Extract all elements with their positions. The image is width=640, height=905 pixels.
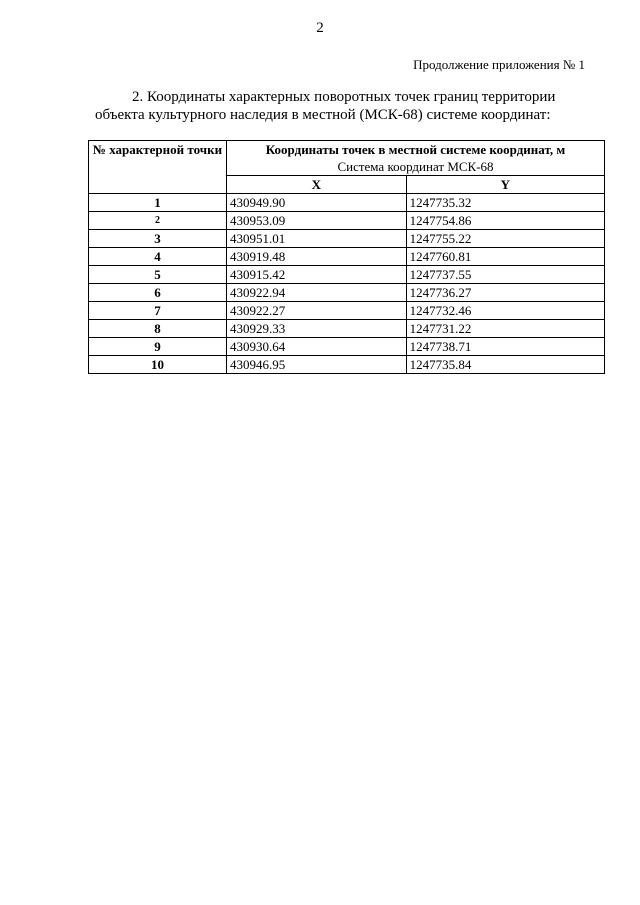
point-number-header: № характерной точки: [89, 141, 227, 194]
y-value: 1247760.81: [406, 248, 604, 266]
x-value: 430930.64: [227, 338, 407, 356]
x-value: 430919.48: [227, 248, 407, 266]
table-row: [89, 248, 605, 266]
y-value: 1247731.22: [406, 320, 604, 338]
x-value: 430946.95: [227, 356, 407, 374]
x-value: 430949.90: [227, 194, 407, 212]
coordinates-header: [227, 141, 605, 176]
table-row: [89, 284, 605, 302]
coordinates-table: [88, 140, 605, 374]
table-row: [89, 356, 605, 374]
x-value: 430922.27: [227, 302, 407, 320]
y-value: 1247755.22: [406, 230, 604, 248]
y-value: 1247735.84: [406, 356, 604, 374]
section-heading: [95, 88, 575, 124]
point-number: 5: [89, 266, 227, 284]
table-row: [89, 302, 605, 320]
point-number: 4: [89, 248, 227, 266]
point-number: 2: [89, 212, 227, 230]
point-number: 3: [89, 230, 227, 248]
x-value: 430915.42: [227, 266, 407, 284]
page-number: 2: [316, 20, 324, 36]
point-number: 1: [89, 194, 227, 212]
y-value: 1247754.86: [406, 212, 604, 230]
y-value: 1247737.55: [406, 266, 604, 284]
continuation-label: Продолжение приложения № 1: [413, 57, 585, 72]
point-number: 8: [89, 320, 227, 338]
point-number: 7: [89, 302, 227, 320]
table-row: [89, 230, 605, 248]
y-value: 1247735.32: [406, 194, 604, 212]
table-row: [89, 194, 605, 212]
section-heading-line-2: объекта культурного наследия в местной (МСК-68) системе координат:: [95, 107, 551, 123]
table-row: [89, 338, 605, 356]
coordinate-system-label: Система координат МСК-68: [337, 159, 494, 174]
point-number: 9: [89, 338, 227, 356]
table-row: [89, 266, 605, 284]
y-value: 1247736.27: [406, 284, 604, 302]
x-column-header: X: [227, 176, 407, 194]
y-column-header: Y: [406, 176, 604, 194]
point-number: 6: [89, 284, 227, 302]
x-value: 430929.33: [227, 320, 407, 338]
x-value: 430922.94: [227, 284, 407, 302]
table-row: [89, 212, 605, 230]
y-value: 1247738.71: [406, 338, 604, 356]
section-heading-line-1: 2. Координаты характерных поворотных точек границ территории: [132, 89, 556, 105]
point-number: 10: [89, 356, 227, 374]
coordinates-header-title: Координаты точек в местной системе координат, м: [265, 142, 566, 157]
x-value: 430951.01: [227, 230, 407, 248]
y-value: 1247732.46: [406, 302, 604, 320]
table-row: [89, 320, 605, 338]
x-value: 430953.09: [227, 212, 407, 230]
